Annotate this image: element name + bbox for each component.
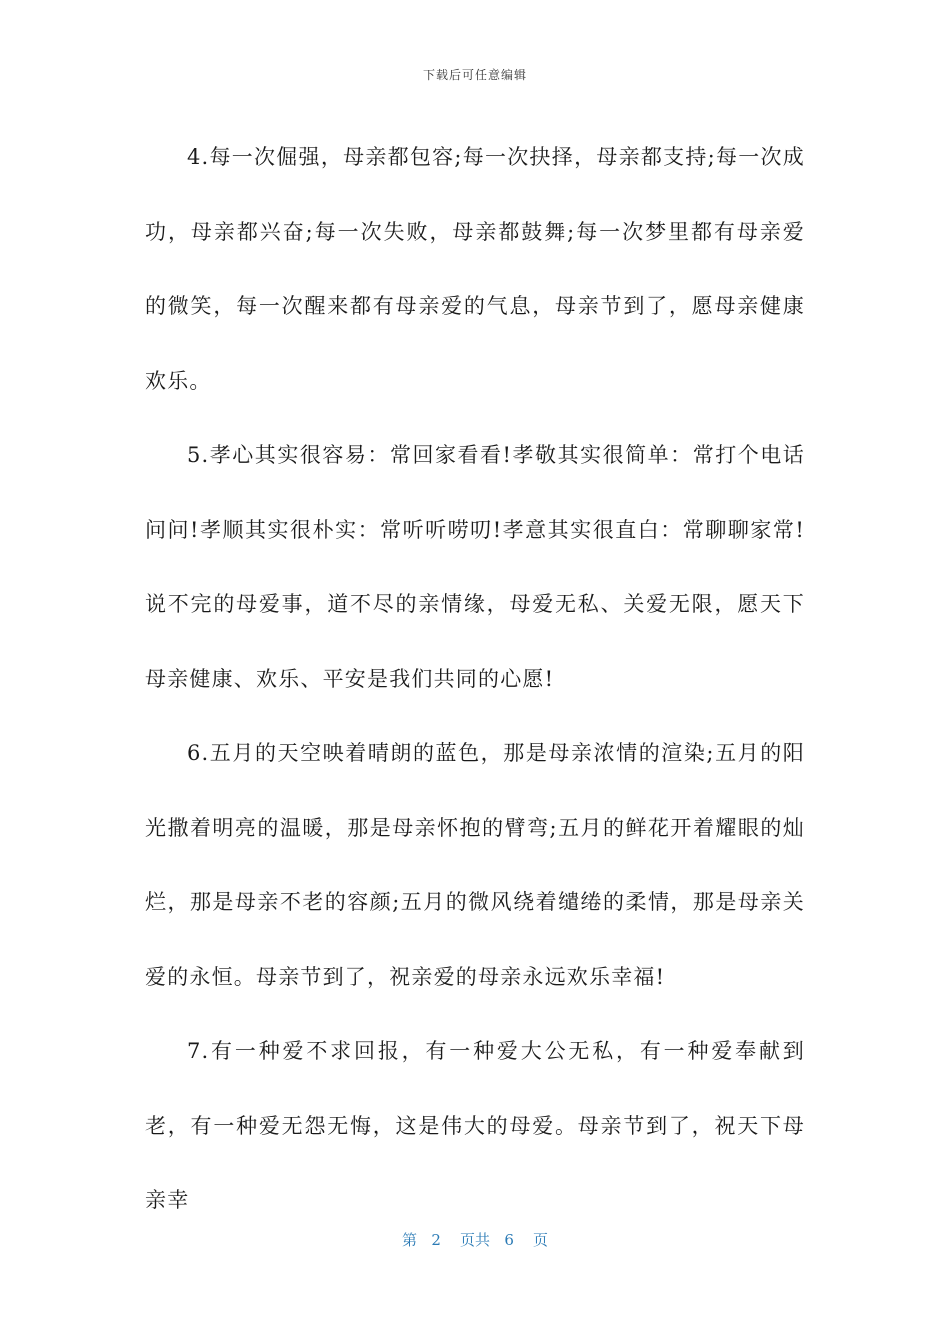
footer-prefix: 第 <box>402 1231 418 1249</box>
document-body <box>145 120 805 1238</box>
paragraph-5: 5.孝心其实很容易：常回家看看!孝敬其实很简单：常打个电话问问!孝顺其实很朴实：常听听唠叨!孝意其实很直白：常聊聊家常!说不完的母爱事，道不尽的亲情缘，母爱无私、关爱无限，愿天下母亲健康、欢乐、平安是我们共同的心愿! <box>145 443 805 691</box>
current-page-number: 2 <box>431 1231 441 1249</box>
page-footer <box>0 1229 950 1250</box>
paragraph-7: 7.有一种爱不求回报，有一种爱大公无私，有一种爱奉献到老，有一种爱无怨无悔，这是伟大的母爱。母亲节到了，祝天下母亲幸 <box>145 1039 805 1212</box>
footer-mid: 页共 <box>459 1231 490 1249</box>
paragraph-6: 6.五月的天空映着晴朗的蓝色，那是母亲浓情的渲染;五月的阳光撒着明亮的温暖，那是母亲怀抱的臂弯;五月的鲜花开着耀眼的灿烂，那是母亲不老的容颜;五月的微风绕着缱绻的柔情，那是母亲关爱的永恒。母亲节到了，祝亲爱的母亲永远欢乐幸福! <box>145 741 805 989</box>
footer-suffix: 页 <box>532 1231 548 1249</box>
total-pages-number: 6 <box>504 1231 514 1249</box>
page-header-note: 下载后可任意编辑 <box>422 68 527 82</box>
paragraph-4: 4.每一次倔强，母亲都包容;每一次抉择，母亲都支持;每一次成功，母亲都兴奋;每一次失败，母亲都鼓舞;每一次梦里都有母亲爱的微笑，每一次醒来都有母亲爱的气息，母亲节到了，愿母亲健康欢乐。 <box>145 145 805 393</box>
